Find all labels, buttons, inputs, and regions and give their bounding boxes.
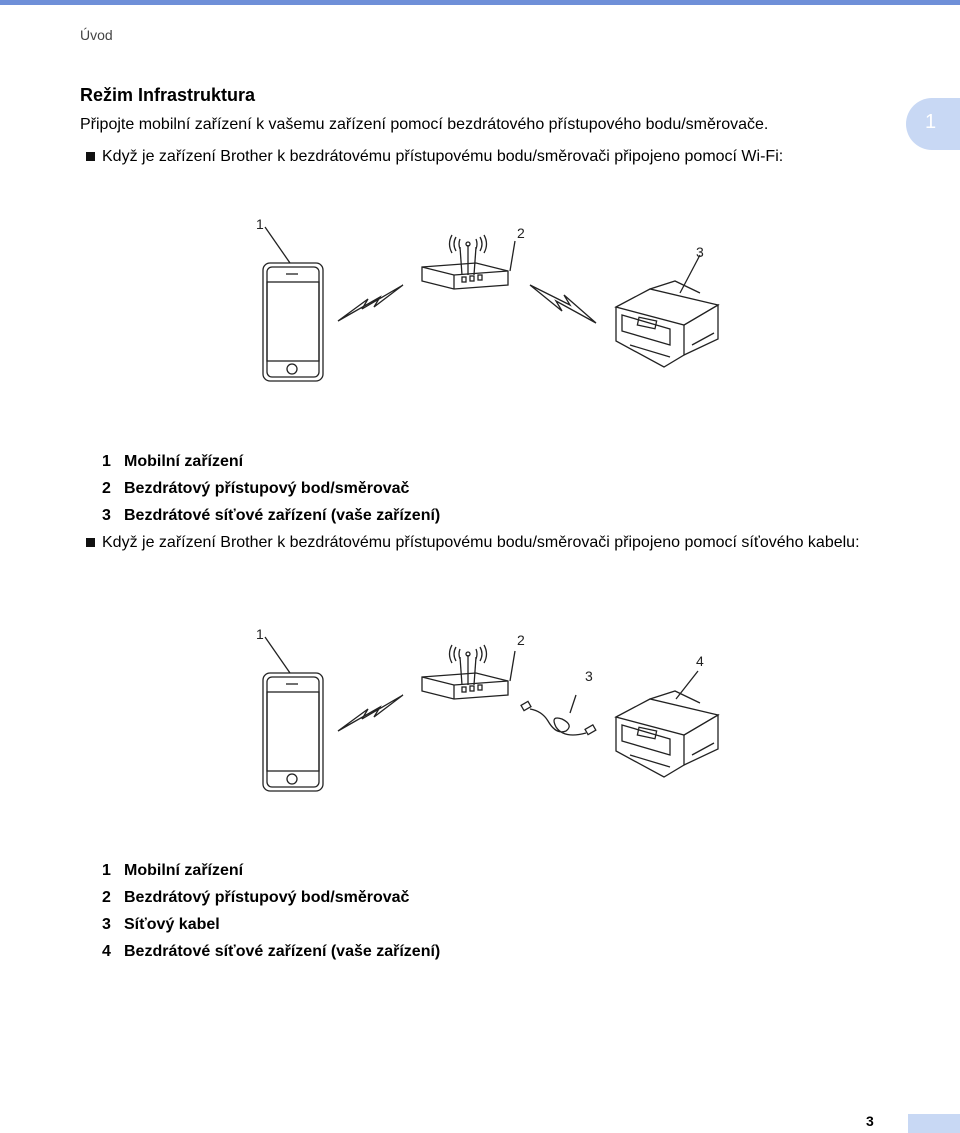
callout-1: 1: [256, 626, 264, 642]
wireless-signal-icon: [530, 285, 596, 323]
legend-text: Bezdrátové síťové zařízení (vaše zařízení): [124, 943, 441, 960]
running-header: Úvod: [80, 27, 113, 43]
wifi-connection-diagram: [230, 205, 730, 395]
legend-number: 3: [102, 916, 111, 933]
top-rule: [0, 0, 960, 5]
mobile-device-icon: [263, 227, 323, 381]
bullet-cable: [80, 531, 880, 554]
printer-icon: [616, 671, 718, 777]
network-cable-icon: [521, 695, 596, 735]
chapter-tab: [906, 98, 960, 150]
wireless-signal-icon: [338, 695, 403, 731]
legend-number: 2: [102, 480, 111, 497]
legend-text: Síťový kabel: [124, 916, 220, 933]
legend-item: [102, 502, 440, 529]
page-tab: [908, 1114, 960, 1133]
printer-icon: [616, 255, 718, 367]
callout-2: 2: [517, 632, 525, 648]
legend-number: 1: [102, 453, 111, 470]
legend-cable: [102, 857, 440, 965]
cable-connection-diagram: [230, 615, 730, 805]
callout-3: 3: [696, 244, 704, 260]
callout-2: 2: [517, 225, 525, 241]
legend-item: [102, 857, 440, 884]
legend-item: [102, 911, 440, 938]
callout-1: 1: [256, 216, 264, 232]
legend-text: Bezdrátový přístupový bod/směrovač: [124, 889, 410, 906]
legend-item: [102, 448, 440, 475]
wireless-signal-icon: [338, 285, 403, 321]
router-icon: [422, 645, 515, 699]
section-title: Režim Infrastruktura: [80, 85, 256, 105]
mobile-device-icon: [263, 637, 323, 791]
bullet-text: Když je zařízení Brother k bezdrátovému přístupovému bodu/směrovači připojeno pomocí Wi-Fi:: [102, 148, 784, 165]
legend-number: 1: [102, 862, 111, 879]
legend-number: 4: [102, 943, 111, 960]
legend-wifi: [102, 448, 440, 529]
legend-item: [102, 884, 440, 911]
legend-text: Bezdrátový přístupový bod/směrovač: [124, 480, 410, 497]
bullet-text: Když je zařízení Brother k bezdrátovému přístupovému bodu/směrovači připojeno pomocí síťového kabelu:: [102, 534, 860, 551]
bullet-wifi: [80, 145, 900, 168]
callout-4: 4: [696, 653, 704, 669]
page-number: 3: [866, 1113, 874, 1129]
bullet-square-icon: [86, 152, 95, 161]
callout-3: 3: [585, 668, 593, 684]
chapter-number: 1: [925, 111, 937, 133]
legend-item: [102, 475, 440, 502]
legend-number: 2: [102, 889, 111, 906]
legend-text: Mobilní zařízení: [124, 453, 244, 470]
legend-text: Bezdrátové síťové zařízení (vaše zařízení): [124, 507, 441, 524]
legend-text: Mobilní zařízení: [124, 862, 244, 879]
router-icon: [422, 235, 515, 289]
legend-item: [102, 938, 440, 965]
legend-number: 3: [102, 507, 111, 524]
bullet-square-icon: [86, 538, 95, 547]
intro-paragraph: Připojte mobilní zařízení k vašemu zařízení pomocí bezdrátového přístupového bodu/směrovače.: [80, 116, 769, 133]
